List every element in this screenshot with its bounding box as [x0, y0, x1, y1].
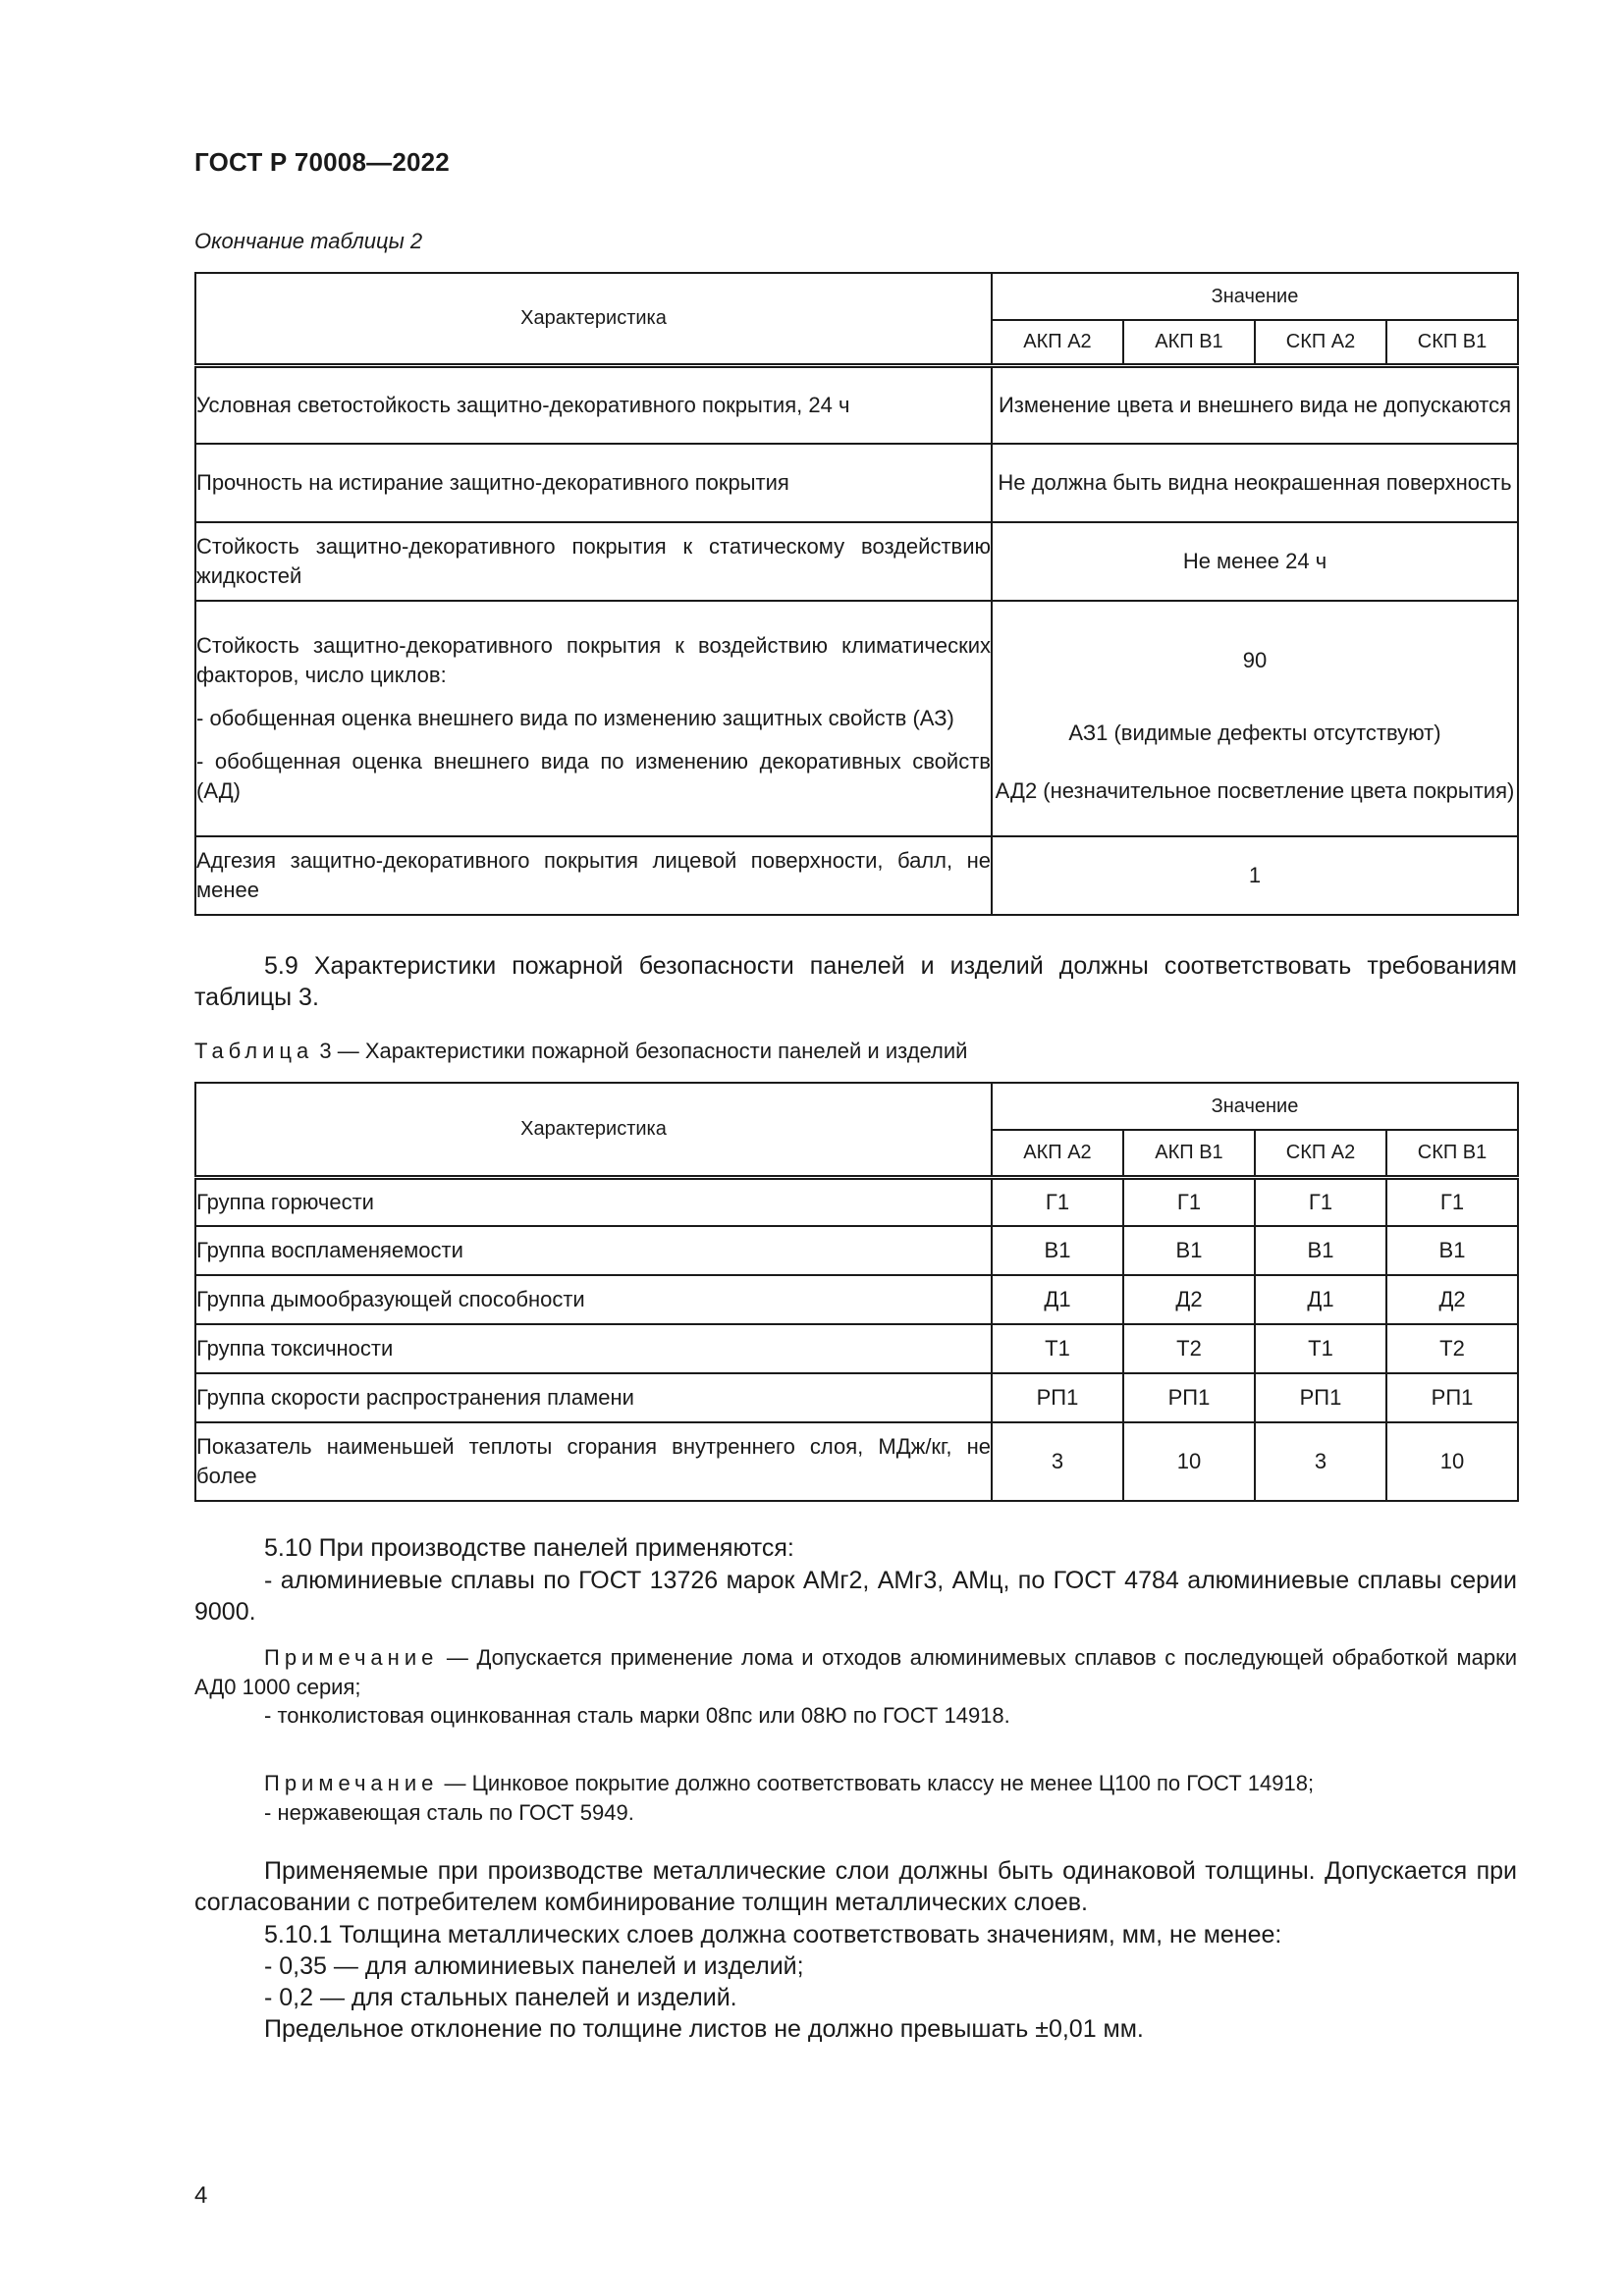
table2-row-subvalue: АД2 (незначительное посветление цвета покрытия)	[995, 778, 1515, 803]
list-item-galvanized-steel: - тонколистовая оцинкованная сталь марки 08пс или 08Ю по ГОСТ 14918.	[264, 1703, 1010, 1728]
table2-row-value: 1	[992, 836, 1518, 915]
table2-subheader-skp-b1: СКП В1	[1386, 320, 1518, 365]
table3-cell: РП1	[1386, 1373, 1518, 1422]
table3-cell: РП1	[992, 1373, 1123, 1422]
table3-row-label: Группа скорости распространения пламени	[195, 1373, 992, 1422]
table3-cell: Д1	[1255, 1275, 1386, 1324]
table2-row-value: Не должна быть видна неокрашенная поверхность	[992, 444, 1518, 522]
table3-row-label: Группа токсичности	[195, 1324, 992, 1373]
table3-cell: Д2	[1386, 1275, 1518, 1324]
table2-row-value: Изменение цвета и внешнего вида не допускаются	[992, 365, 1518, 444]
paragraph-5-10-1: 5.10.1 Толщина металлических слоев должна соответствовать значениям, мм, не менее:	[264, 1921, 1282, 1949]
table2-row-label: Условная светостойкость защитно-декоративного покрытия, 24 ч	[195, 365, 992, 444]
note-text: — Допускается применение лома и отходов алюминимевых сплавов с последующей обработкой марки АД0 1000 серия;	[194, 1645, 1517, 1699]
table-row	[195, 444, 1518, 522]
note-1	[194, 1643, 1517, 1702]
table3-cell: Г1	[1255, 1177, 1386, 1226]
table3-title-word: Таблица	[194, 1039, 314, 1063]
table3-cell: В1	[992, 1226, 1123, 1275]
table2-header-value: Значение	[992, 273, 1518, 320]
table-2	[194, 272, 1519, 916]
table-3	[194, 1082, 1519, 1502]
paragraph-5-9: 5.9 Характеристики пожарной безопасности панелей и изделий должны соответствовать требованиям таблицы 3.	[194, 952, 1517, 1011]
table3-cell: Д2	[1123, 1275, 1255, 1324]
table2-subheader-skp-a2: СКП А2	[1255, 320, 1386, 365]
table3-cell: 10	[1386, 1422, 1518, 1501]
table3-cell: Т2	[1123, 1324, 1255, 1373]
table2-row-value: Не менее 24 ч	[992, 522, 1518, 601]
table3-cell: Т1	[992, 1324, 1123, 1373]
table3-cell: 3	[992, 1422, 1123, 1501]
table2-row-label: Адгезия защитно-декоративного покрытия лицевой поверхности, балл, не менее	[195, 836, 992, 915]
table3-cell: 3	[1255, 1422, 1386, 1501]
table2-climatic-label-cell	[195, 601, 992, 836]
table3-cell: Г1	[992, 1177, 1123, 1226]
list-item-thickness-aluminium: - 0,35 — для алюминиевых панелей и изделий;	[264, 1952, 804, 1980]
table3-cell: Д1	[992, 1275, 1123, 1324]
table3-cell: Г1	[1386, 1177, 1518, 1226]
table3-row-label: Группа горючести	[195, 1177, 992, 1226]
table3-cell: В1	[1123, 1226, 1255, 1275]
table-row	[195, 1177, 1518, 1226]
paragraph-5-10: 5.10 При производстве панелей применяются:	[264, 1534, 794, 1562]
table3-header-value: Значение	[992, 1083, 1518, 1130]
table3-title-rest: 3 — Характеристики пожарной безопасности панелей и изделий	[313, 1039, 968, 1063]
table2-climatic-value-cell	[992, 601, 1518, 836]
table-row	[195, 1324, 1518, 1373]
table2-row-subvalue: АЗ1 (видимые дефекты отсутствуют)	[1068, 721, 1441, 745]
table3-row-label: Группа дымообразующей способности	[195, 1275, 992, 1324]
table3-title	[194, 1039, 967, 1064]
table2-row-label: Стойкость защитно-декоративного покрытия к воздействию климатических факторов, число циклов:	[196, 633, 991, 687]
table-row	[195, 522, 1518, 601]
table-row	[195, 1422, 1518, 1501]
paragraph-tolerance: Предельное отклонение по толщине листов не должно превышать ±0,01 мм.	[264, 2015, 1144, 2043]
table3-cell: В1	[1255, 1226, 1386, 1275]
table3-cell: РП1	[1255, 1373, 1386, 1422]
page-number: 4	[194, 2182, 208, 2209]
paragraph-layers: Применяемые при производстве металлические слои должны быть одинаковой толщины. Допускается при согласовании с потребителем комбинирование толщин металлических слоев.	[194, 1857, 1517, 1916]
table2-subheader-akp-b1: АКП В1	[1123, 320, 1255, 365]
table3-cell: 10	[1123, 1422, 1255, 1501]
table2-row-label: Стойкость защитно-декоративного покрытия к статическому воздействию жидкостей	[195, 522, 992, 601]
table2-row-value: 90	[1242, 648, 1268, 672]
table2-row-sublabel: - обобщенная оценка внешнего вида по изменению защитных свойств (АЗ)	[196, 706, 954, 730]
table3-row-label: Показатель наименьшей теплоты сгорания внутреннего слоя, МДж/кг, не более	[195, 1422, 992, 1501]
table3-row-label: Группа воспламеняемости	[195, 1226, 992, 1275]
note-2	[264, 1769, 1517, 1798]
note-label: Примечание	[264, 1645, 439, 1670]
table3-cell: Т1	[1255, 1324, 1386, 1373]
table2-row-label: Прочность на истирание защитно-декоративного покрытия	[195, 444, 992, 522]
document-header: ГОСТ Р 70008—2022	[194, 147, 450, 177]
note-text: — Цинковое покрытие должно соответствовать классу не менее Ц100 по ГОСТ 14918;	[438, 1771, 1315, 1795]
table3-subheader-skp-a2: СКП А2	[1255, 1130, 1386, 1177]
list-item-alloys: - алюминиевые сплавы по ГОСТ 13726 марок АМг2, АМг3, АМц, по ГОСТ 4784 алюминиевые сплавы серии 9000.	[194, 1567, 1517, 1626]
table-row	[195, 365, 1518, 444]
table3-cell: Т2	[1386, 1324, 1518, 1373]
table2-continuation-caption: Окончание таблицы 2	[194, 229, 423, 253]
table3-subheader-akp-a2: АКП А2	[992, 1130, 1123, 1177]
table3-subheader-akp-b1: АКП В1	[1123, 1130, 1255, 1177]
table3-header-characteristic: Характеристика	[195, 1083, 992, 1177]
table3-subheader-skp-b1: СКП В1	[1386, 1130, 1518, 1177]
table2-header-characteristic: Характеристика	[195, 273, 992, 365]
table-row	[195, 1275, 1518, 1324]
table3-cell: В1	[1386, 1226, 1518, 1275]
list-item-thickness-steel: - 0,2 — для стальных панелей и изделий.	[264, 1984, 737, 2011]
table3-cell: Г1	[1123, 1177, 1255, 1226]
table2-row-sublabel: - обобщенная оценка внешнего вида по изменению декоративных свойств (АД)	[196, 749, 991, 803]
table-row	[195, 836, 1518, 915]
table2-subheader-akp-a2: АКП А2	[992, 320, 1123, 365]
table-row	[195, 1226, 1518, 1275]
table-row	[195, 601, 1518, 836]
list-item-stainless-steel: - нержавеющая сталь по ГОСТ 5949.	[264, 1800, 634, 1825]
table-row	[195, 1373, 1518, 1422]
table3-cell: РП1	[1123, 1373, 1255, 1422]
note-label: Примечание	[264, 1771, 439, 1795]
